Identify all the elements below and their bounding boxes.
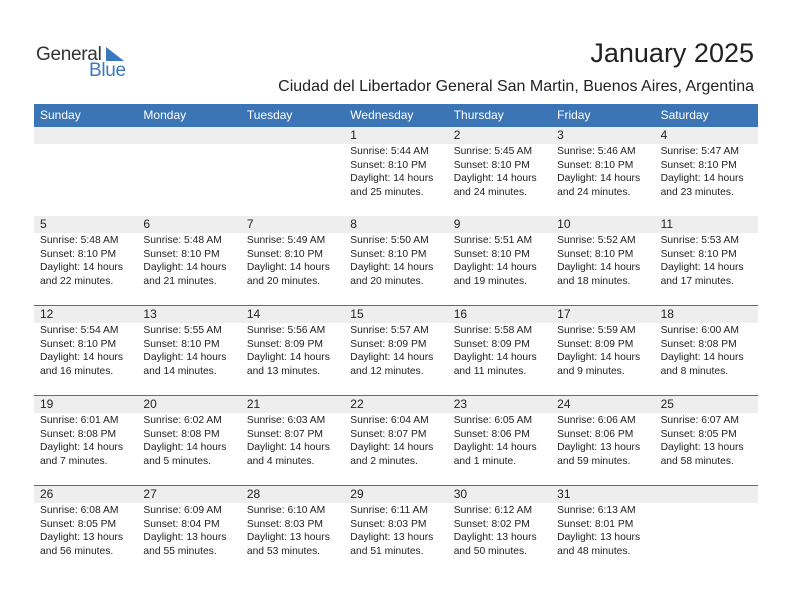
daylight-minutes-text: and 50 minutes. <box>453 545 527 557</box>
empty-day-cell <box>655 503 758 558</box>
sunset-text: Sunset: 8:05 PM <box>660 428 737 440</box>
week-row <box>34 216 758 305</box>
daylight-text: Daylight: 14 hours <box>350 442 434 453</box>
sunset-text: Sunset: 8:10 PM <box>350 248 427 260</box>
sunset-text: Sunset: 8:08 PM <box>143 428 220 440</box>
day-number: 6 <box>143 217 151 231</box>
weekday-header: Thursday <box>453 108 504 122</box>
daylight-text: Daylight: 13 hours <box>246 532 330 543</box>
daylight-text: Daylight: 14 hours <box>143 352 227 363</box>
sunset-text: Sunset: 8:01 PM <box>557 518 634 530</box>
day-cell <box>34 413 137 468</box>
sunrise-text: Sunrise: 6:01 AM <box>40 415 119 426</box>
day-number: 18 <box>660 307 674 321</box>
daylight-minutes-text: and 4 minutes. <box>246 455 315 467</box>
week-body <box>34 503 758 558</box>
daylight-minutes-text: and 1 minute. <box>453 455 517 467</box>
week-row <box>34 485 758 575</box>
empty-day-cell <box>137 144 240 199</box>
weekday-header: Saturday <box>660 108 709 122</box>
day-cell <box>241 413 344 468</box>
sunrise-text: Sunrise: 5:46 AM <box>557 146 636 157</box>
daylight-text: Daylight: 14 hours <box>246 442 330 453</box>
generalblue-logo <box>36 44 136 80</box>
sunset-text: Sunset: 8:05 PM <box>40 518 117 530</box>
daylight-minutes-text: and 5 minutes. <box>143 455 211 467</box>
sunrise-text: Sunrise: 5:56 AM <box>246 325 326 336</box>
logo-general-text: General <box>36 44 102 65</box>
day-number: 27 <box>143 487 157 501</box>
day-number: 1 <box>350 128 357 142</box>
logo-blue-text: Blue <box>89 60 126 81</box>
week-body <box>34 233 758 288</box>
day-number: 21 <box>246 397 261 411</box>
daylight-text: Daylight: 14 hours <box>453 352 537 363</box>
day-cell <box>34 503 137 558</box>
day-number: 29 <box>350 487 364 501</box>
day-number: 19 <box>40 397 54 411</box>
day-number <box>655 486 758 503</box>
day-cell <box>34 233 137 288</box>
day-number: 25 <box>660 397 674 411</box>
day-cell <box>344 413 447 468</box>
daylight-minutes-text: and 56 minutes. <box>40 545 114 557</box>
day-cell <box>344 233 447 288</box>
sunrise-text: Sunrise: 5:48 AM <box>143 235 222 246</box>
daylight-text: Daylight: 14 hours <box>40 262 123 273</box>
daylight-text: Daylight: 14 hours <box>143 442 227 453</box>
sunrise-text: Sunrise: 5:44 AM <box>350 146 429 157</box>
sunset-text: Sunset: 8:10 PM <box>246 248 323 260</box>
day-number: 15 <box>350 307 364 321</box>
sunrise-text: Sunrise: 6:03 AM <box>246 415 326 426</box>
day-cell <box>551 503 654 558</box>
sunset-text: Sunset: 8:04 PM <box>143 518 220 530</box>
sunset-text: Sunset: 8:08 PM <box>40 428 117 440</box>
day-number: 11 <box>660 217 674 231</box>
sunrise-text: Sunrise: 6:05 AM <box>453 415 533 426</box>
sunset-text: Sunset: 8:10 PM <box>453 159 530 171</box>
day-number: 10 <box>557 217 571 231</box>
sunset-text: Sunset: 8:10 PM <box>557 248 634 260</box>
day-cell <box>551 233 654 288</box>
empty-day-cell <box>34 144 137 199</box>
daylight-text: Daylight: 14 hours <box>660 352 744 363</box>
sunrise-text: Sunrise: 5:45 AM <box>453 146 533 157</box>
day-number: 3 <box>557 128 564 142</box>
daylight-text: Daylight: 14 hours <box>660 262 744 273</box>
day-number: 30 <box>453 487 468 501</box>
weekday-header: Monday <box>143 108 187 122</box>
sunset-text: Sunset: 8:03 PM <box>350 518 427 530</box>
day-number: 13 <box>143 307 157 321</box>
day-number: 5 <box>40 217 47 231</box>
sunrise-text: Sunrise: 6:12 AM <box>453 505 533 516</box>
day-number: 17 <box>557 307 571 321</box>
sunset-text: Sunset: 8:10 PM <box>143 338 220 350</box>
sunrise-text: Sunrise: 5:59 AM <box>557 325 636 336</box>
sunrise-text: Sunrise: 5:53 AM <box>660 235 739 246</box>
daylight-minutes-text: and 13 minutes. <box>246 365 321 377</box>
location-subtitle: Ciudad del Libertador General San Martin, Buenos Aires, Argentina <box>278 78 754 95</box>
week-body <box>34 413 758 468</box>
day-number: 28 <box>246 487 261 501</box>
daylight-text: Daylight: 14 hours <box>350 262 434 273</box>
day-cell <box>655 144 758 199</box>
day-cell <box>344 503 447 558</box>
sunrise-text: Sunrise: 5:58 AM <box>453 325 533 336</box>
daylight-text: Daylight: 14 hours <box>350 352 434 363</box>
sunset-text: Sunset: 8:10 PM <box>557 159 634 171</box>
day-number <box>241 127 344 144</box>
daylight-minutes-text: and 23 minutes. <box>660 186 734 198</box>
sunset-text: Sunset: 8:09 PM <box>350 338 427 350</box>
daylight-minutes-text: and 22 minutes. <box>40 275 114 287</box>
daylight-text: Daylight: 13 hours <box>350 532 434 543</box>
day-cell <box>551 144 654 199</box>
sunset-text: Sunset: 8:07 PM <box>350 428 427 440</box>
daylight-minutes-text: and 8 minutes. <box>660 365 729 377</box>
week-daynumber-bar <box>34 396 758 413</box>
day-number: 2 <box>453 128 461 142</box>
sunrise-text: Sunrise: 5:57 AM <box>350 325 429 336</box>
sunrise-text: Sunrise: 6:07 AM <box>660 415 739 426</box>
weekday-header: Friday <box>557 108 591 122</box>
week-daynumber-bar <box>34 216 758 233</box>
sunset-text: Sunset: 8:10 PM <box>40 338 117 350</box>
day-cell <box>448 503 551 558</box>
daylight-minutes-text: and 58 minutes. <box>660 455 734 467</box>
daylight-text: Daylight: 14 hours <box>453 442 537 453</box>
daylight-text: Daylight: 14 hours <box>40 352 123 363</box>
sunrise-text: Sunrise: 5:48 AM <box>40 235 119 246</box>
daylight-text: Daylight: 13 hours <box>660 442 744 453</box>
sunset-text: Sunset: 8:08 PM <box>660 338 737 350</box>
sunrise-text: Sunrise: 5:54 AM <box>40 325 119 336</box>
daylight-minutes-text: and 2 minutes. <box>350 455 418 467</box>
day-cell <box>241 323 344 378</box>
day-number: 31 <box>557 487 571 501</box>
daylight-minutes-text: and 11 minutes. <box>453 365 527 377</box>
day-cell <box>551 323 654 378</box>
sunset-text: Sunset: 8:10 PM <box>350 159 427 171</box>
sunrise-text: Sunrise: 6:06 AM <box>557 415 636 426</box>
sunset-text: Sunset: 8:10 PM <box>143 248 220 260</box>
week-row <box>34 126 758 216</box>
day-number: 4 <box>660 128 668 142</box>
daylight-minutes-text: and 48 minutes. <box>557 545 631 557</box>
sunrise-text: Sunrise: 6:10 AM <box>246 505 326 516</box>
sunrise-text: Sunrise: 5:51 AM <box>453 235 533 246</box>
daylight-minutes-text: and 24 minutes. <box>557 186 631 198</box>
day-number: 16 <box>453 307 468 321</box>
day-cell <box>448 233 551 288</box>
daylight-text: Daylight: 13 hours <box>557 532 641 543</box>
sunrise-text: Sunrise: 5:50 AM <box>350 235 429 246</box>
daylight-minutes-text: and 20 minutes. <box>246 275 321 287</box>
daylight-minutes-text: and 24 minutes. <box>453 186 527 198</box>
day-number: 22 <box>350 397 364 411</box>
day-number: 14 <box>246 307 261 321</box>
daylight-minutes-text: and 17 minutes. <box>660 275 734 287</box>
sunset-text: Sunset: 8:02 PM <box>453 518 530 530</box>
day-cell <box>448 323 551 378</box>
sunrise-text: Sunrise: 6:02 AM <box>143 415 222 426</box>
daylight-text: Daylight: 14 hours <box>40 442 123 453</box>
week-body <box>34 323 758 378</box>
daylight-minutes-text: and 16 minutes. <box>40 365 114 377</box>
day-number: 12 <box>40 307 54 321</box>
sunset-text: Sunset: 8:06 PM <box>557 428 634 440</box>
sunrise-text: Sunrise: 5:47 AM <box>660 146 739 157</box>
daylight-minutes-text: and 51 minutes. <box>350 545 424 557</box>
sunrise-text: Sunrise: 6:00 AM <box>660 325 739 336</box>
sunset-text: Sunset: 8:10 PM <box>660 248 737 260</box>
daylight-minutes-text: and 21 minutes. <box>143 275 217 287</box>
daylight-text: Daylight: 14 hours <box>557 352 641 363</box>
page-title: January 2025 <box>590 38 754 68</box>
sunrise-text: Sunrise: 6:09 AM <box>143 505 222 516</box>
day-number <box>34 127 137 144</box>
daylight-minutes-text: and 7 minutes. <box>40 455 108 467</box>
weekday-header: Sunday <box>40 108 81 122</box>
day-number: 7 <box>246 217 254 231</box>
week-daynumber-bar <box>34 306 758 323</box>
daylight-minutes-text: and 9 minutes. <box>557 365 625 377</box>
day-cell <box>137 503 240 558</box>
day-cell <box>655 323 758 378</box>
day-cell <box>34 323 137 378</box>
day-cell <box>137 323 240 378</box>
day-cell <box>241 233 344 288</box>
sunrise-text: Sunrise: 5:49 AM <box>246 235 326 246</box>
daylight-minutes-text: and 55 minutes. <box>143 545 217 557</box>
daylight-text: Daylight: 14 hours <box>350 173 434 184</box>
sunset-text: Sunset: 8:09 PM <box>557 338 634 350</box>
day-number: 26 <box>40 487 54 501</box>
daylight-minutes-text: and 20 minutes. <box>350 275 424 287</box>
daylight-text: Daylight: 14 hours <box>557 173 641 184</box>
empty-day-cell <box>241 144 344 199</box>
daylight-text: Daylight: 13 hours <box>40 532 123 543</box>
day-number: 9 <box>453 217 461 231</box>
day-cell <box>655 413 758 468</box>
day-number: 23 <box>453 397 468 411</box>
daylight-text: Daylight: 14 hours <box>246 262 330 273</box>
day-cell <box>448 413 551 468</box>
daylight-minutes-text: and 53 minutes. <box>246 545 321 557</box>
daylight-text: Daylight: 14 hours <box>557 262 641 273</box>
sunrise-text: Sunrise: 6:08 AM <box>40 505 119 516</box>
daylight-text: Daylight: 13 hours <box>557 442 641 453</box>
day-cell <box>551 413 654 468</box>
daylight-text: Daylight: 14 hours <box>246 352 330 363</box>
day-cell <box>137 413 240 468</box>
daylight-text: Daylight: 14 hours <box>453 173 537 184</box>
sunset-text: Sunset: 8:07 PM <box>246 428 323 440</box>
day-cell <box>137 233 240 288</box>
sunrise-text: Sunrise: 5:52 AM <box>557 235 636 246</box>
day-cell <box>344 144 447 199</box>
sunrise-text: Sunrise: 6:11 AM <box>350 505 428 516</box>
daylight-minutes-text: and 18 minutes. <box>557 275 631 287</box>
day-number: 20 <box>143 397 157 411</box>
sunset-text: Sunset: 8:03 PM <box>246 518 323 530</box>
weekday-header-row <box>34 104 758 126</box>
daylight-text: Daylight: 13 hours <box>143 532 227 543</box>
daylight-minutes-text: and 25 minutes. <box>350 186 424 198</box>
sunset-text: Sunset: 8:09 PM <box>453 338 530 350</box>
day-number: 24 <box>557 397 571 411</box>
daylight-minutes-text: and 14 minutes. <box>143 365 217 377</box>
sunset-text: Sunset: 8:10 PM <box>40 248 117 260</box>
sunrise-text: Sunrise: 6:13 AM <box>557 505 636 516</box>
weekday-header: Wednesday <box>350 108 414 122</box>
week-daynumber-bar <box>34 486 758 503</box>
daylight-text: Daylight: 14 hours <box>453 262 537 273</box>
weekday-header: Tuesday <box>246 108 293 122</box>
day-cell <box>344 323 447 378</box>
daylight-text: Daylight: 14 hours <box>660 173 744 184</box>
week-row <box>34 395 758 485</box>
daylight-minutes-text: and 59 minutes. <box>557 455 631 467</box>
daylight-minutes-text: and 19 minutes. <box>453 275 527 287</box>
week-body <box>34 144 758 199</box>
day-cell <box>241 503 344 558</box>
sunset-text: Sunset: 8:09 PM <box>246 338 323 350</box>
day-number: 8 <box>350 217 357 231</box>
daylight-text: Daylight: 14 hours <box>143 262 227 273</box>
sunset-text: Sunset: 8:10 PM <box>660 159 737 171</box>
week-daynumber-bar <box>34 127 758 144</box>
sunset-text: Sunset: 8:10 PM <box>453 248 530 260</box>
sunrise-text: Sunrise: 5:55 AM <box>143 325 222 336</box>
calendar-grid <box>34 104 758 575</box>
day-cell <box>655 233 758 288</box>
sunrise-text: Sunrise: 6:04 AM <box>350 415 429 426</box>
day-number <box>137 127 240 144</box>
daylight-minutes-text: and 12 minutes. <box>350 365 424 377</box>
week-row <box>34 305 758 395</box>
day-cell <box>448 144 551 199</box>
daylight-text: Daylight: 13 hours <box>453 532 537 543</box>
sunset-text: Sunset: 8:06 PM <box>453 428 530 440</box>
